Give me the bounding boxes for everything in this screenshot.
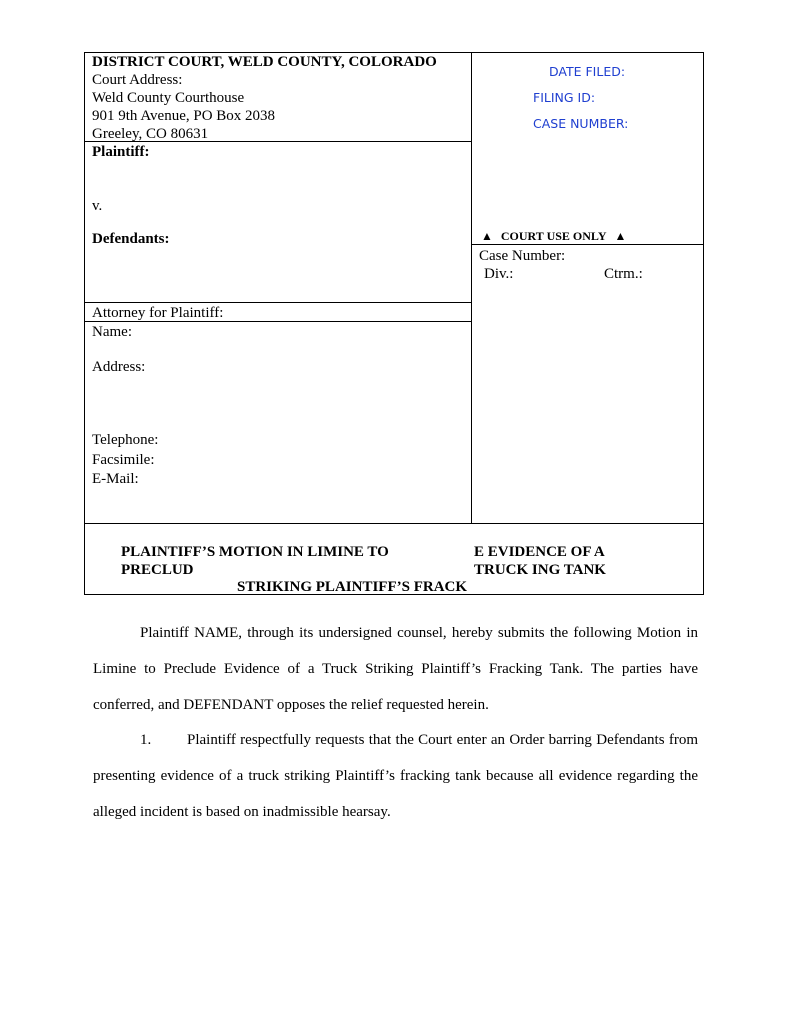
up-triangle-icon: ▲ <box>614 229 627 243</box>
case-number-label: Case Number: <box>479 248 566 264</box>
body-paragraph-1 <box>93 722 698 830</box>
attorney-email-label: E-Mail: <box>92 471 139 487</box>
motion-title-right-line2: TRUCK ING TANK <box>474 562 606 578</box>
plaintiff-label: Plaintiff: <box>92 144 150 160</box>
court-use-only-text: COURT USE ONLY <box>500 229 607 243</box>
caption-divider-court-use <box>472 244 704 245</box>
case-number-stamp: CASE NUMBER: <box>533 116 629 131</box>
motion-title-right-line1: E EVIDENCE OF A <box>474 544 605 560</box>
court-use-only-label <box>481 229 626 244</box>
date-filed-stamp: DATE FILED: <box>549 64 626 79</box>
motion-title-line3: STRIKING PLAINTIFF’S FRACK <box>237 579 468 595</box>
paragraph-1-text: Plaintiff respectfully requests that the Court enter an Order barring Defendants from presenting evidence of a truck striking Plaintiff’s fracking tank because all evidence regarding the alleged incident is based on inadmissible hearsay. <box>93 732 698 820</box>
up-triangle-icon: ▲ <box>481 229 493 243</box>
attorney-address-label: Address: <box>92 359 146 375</box>
attorney-telephone-label: Telephone: <box>92 432 159 448</box>
versus-label: v. <box>92 198 103 214</box>
body-paragraph-intro: Plaintiff NAME, through its undersigned counsel, hereby submits the following Motion in Limine to Preclude Evidence of a Truck Striking Plaintiff’s Fracking Tank. The parties have conferred, and DEFENDANT opposes the relief requested herein. <box>93 625 698 713</box>
motion-title-left-line1: PLAINTIFF’S MOTION IN LIMINE TO <box>121 544 389 560</box>
court-name: DISTRICT COURT, WELD COUNTY, COLORADO <box>92 54 437 70</box>
court-address-line2: 901 9th Avenue, PO Box 2038 <box>92 108 276 124</box>
caption-vertical-divider <box>471 52 472 524</box>
division-label: Div.: <box>484 266 514 282</box>
court-address-line3: Greeley, CO 80631 <box>92 126 209 142</box>
court-address-line1: Weld County Courthouse <box>92 90 245 106</box>
courtroom-label: Ctrm.: <box>604 266 643 282</box>
motion-title-left-line2: PRECLUD <box>121 562 194 578</box>
caption-divider-parties <box>84 302 472 303</box>
court-address-label: Court Address: <box>92 72 183 88</box>
caption-divider-title <box>84 523 704 524</box>
attorney-label: Attorney for Plaintiff: <box>92 305 224 321</box>
attorney-name-label: Name: <box>92 324 132 340</box>
defendants-label: Defendants: <box>92 231 170 247</box>
attorney-facsimile-label: Facsimile: <box>92 452 155 468</box>
paragraph-number: 1. <box>140 732 152 748</box>
filing-id-stamp: FILING ID: <box>533 90 596 105</box>
